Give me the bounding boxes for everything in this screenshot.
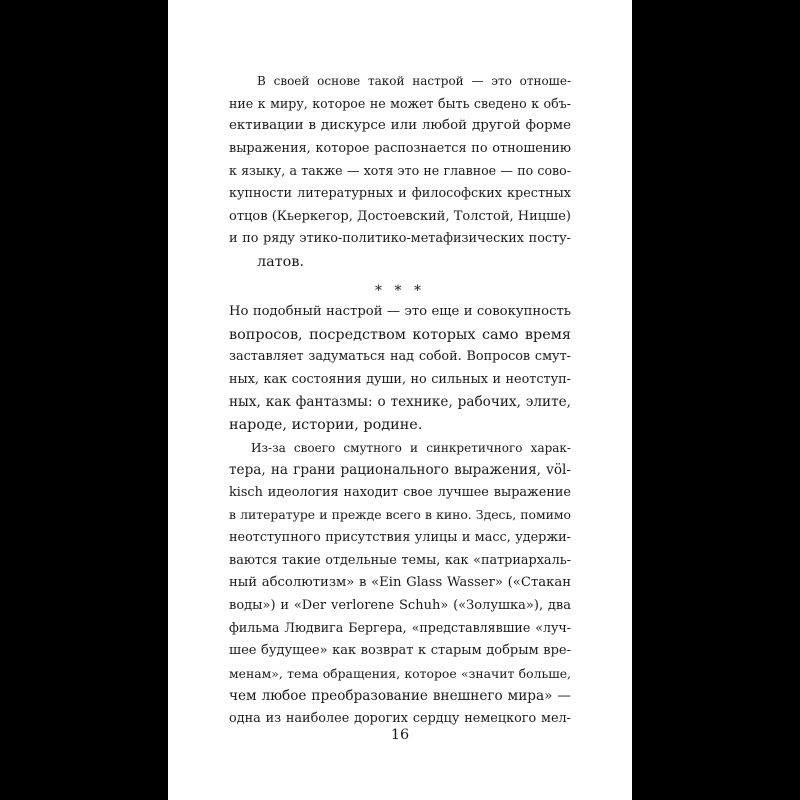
text-line: чем любое преобразование внешнего мира» — <box>229 688 571 705</box>
book-page <box>168 0 632 800</box>
section-separator: * * * <box>375 283 425 299</box>
text-line: В своей основе такой настрой — это отноше- <box>257 74 571 88</box>
page-number: 16 <box>390 727 410 743</box>
text-line: заставляет задуматься над собой. Вопросов смут- <box>229 349 571 365</box>
text-line: и по ряду этико-политико-метафизических посту- <box>229 231 571 247</box>
text-line: в литературе и прежде всего в кино. Здесь, помимо <box>229 507 571 523</box>
text-line: ваются такие отдельные темы, как «патриархаль- <box>229 552 571 568</box>
text-line: латов. <box>257 253 305 270</box>
text-line: kisch идеология находит свое лучшее выражение <box>229 484 571 500</box>
text-line: купности литературных и философских крестных <box>229 185 571 201</box>
text-line: народе, истории, родине. <box>229 416 423 433</box>
text-line: отцов (Кьеркегор, Достоевский, Толстой, Ницше) <box>229 208 571 224</box>
text-line: к языку, а также — хотя это не главное — по сово- <box>229 163 571 179</box>
text-line: ективации в дискурсе или любой другой форме <box>229 118 571 134</box>
text-line: шее будущее» как возврат к старым добрым вре- <box>229 642 571 658</box>
text-line: менам», тема обращения, которое «значит больше, <box>229 665 571 681</box>
text-line: ных, как фантазмы: о технике, рабочих, элите, <box>229 394 571 411</box>
text-line: ние к миру, которое не может быть сведено к объ- <box>229 95 571 111</box>
text-line: воды») и «Der verlorene Schuh» («Золушка»), два <box>229 597 571 613</box>
text-line: ный абсолютизм» в «Ein Glass Wasser» («Стакан <box>229 575 571 591</box>
text-line: фильма Людвига Бергера, «представлявшие «луч- <box>229 620 571 636</box>
text-line: ных, как состояния души, но сильных и неотступ- <box>229 371 571 387</box>
paragraph-1 <box>229 70 571 273</box>
text-line: неотступного присутствия улицы и масс, удержи- <box>229 529 571 545</box>
paragraph-2 <box>229 301 571 730</box>
text-line: Из-за своего смутного и синкретичного харак- <box>251 440 571 455</box>
text-line: вопросов, посредством которых само время <box>229 326 571 343</box>
text-line: выражения, которое распознается по отношению <box>229 140 571 156</box>
text-line: одна из наиболее дорогих сердцу немецкого мел- <box>229 710 571 726</box>
text-line: Но подобный настрой — это еще и совокупность <box>229 304 571 319</box>
text-line: тера, на грани рационального выражения, völ- <box>229 462 571 479</box>
